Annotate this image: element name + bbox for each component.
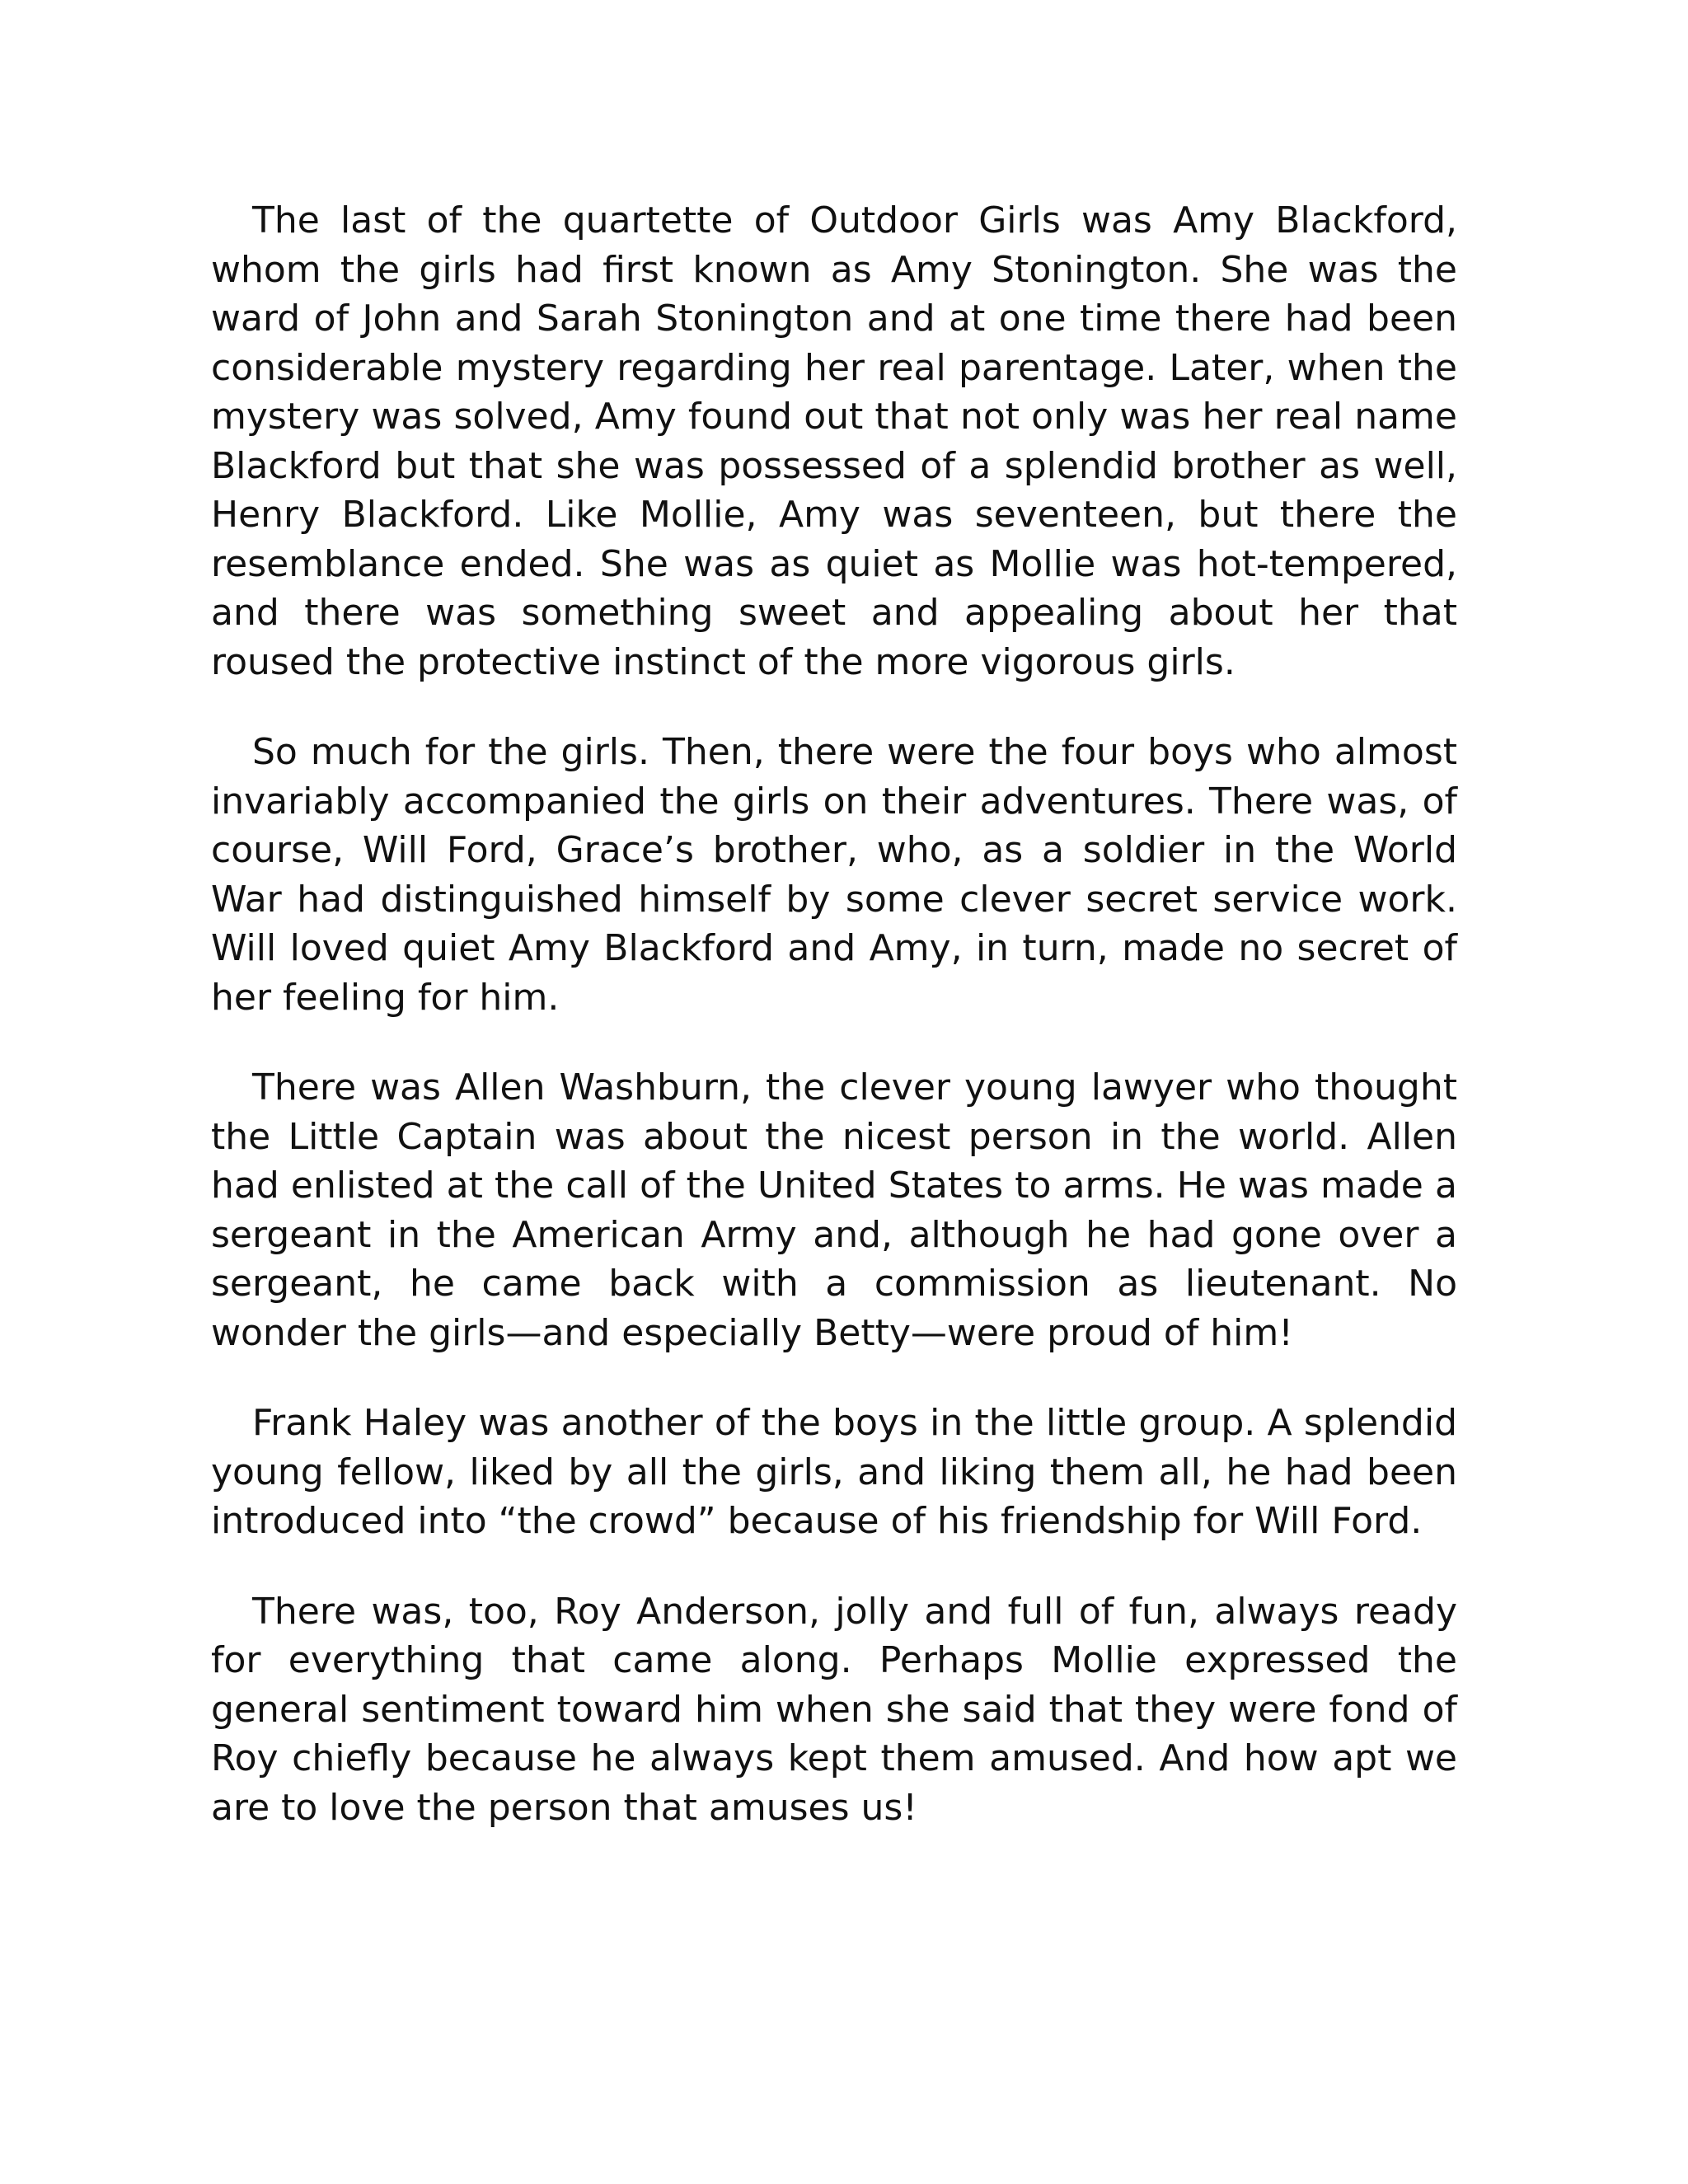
- body-text: [211, 196, 1457, 1832]
- paragraph-amy-blackford: The last of the quartette of Outdoor Girls was Amy Blackford, whom the girls had first known as Amy Stonington. She was the ward of John and Sarah Stonington and at one time there had been considerable mystery regarding her real parentage. Later, when the mystery was solved, Amy found out that not only was her real name Blackford but that she was possessed of a splendid brother as well, Henry Blackford. Like Mollie, Amy was seventeen, but there the resemblance ended. She was as quiet as Mollie was hot-tempered, and there was something sweet and appealing about her that roused the protective instinct of the more vigorous girls.: [211, 199, 1457, 683]
- paragraph-frank-haley: Frank Haley was another of the boys in the little group. A splendid young fellow, liked by all the girls, and liking them all, he had been introduced into “the crowd” because of his friendship for Will Ford.: [211, 1402, 1457, 1542]
- paragraph-allen-washburn: There was Allen Washburn, the clever young lawyer who thought the Little Captain was about the nicest person in the world. Allen had enlisted at the call of the United States to arms. He was made a sergeant in the American Army and, although he had gone over a sergeant, he came back with a commission as lieutenant. No wonder the girls—and especially Betty—were proud of him!: [211, 1066, 1457, 1354]
- paragraph-four-boys: So much for the girls. Then, there were the four boys who almost invariably accompanied the girls on their adventures. There was, of course, Will Ford, Grace’s brother, who, as a soldier in the World War had distinguished himself by some clever secret service work. Will loved quiet Amy Blackford and Amy, in turn, made no secret of her feeling for him.: [211, 731, 1457, 1019]
- paragraph-roy-anderson: There was, too, Roy Anderson, jolly and full of fun, always ready for everything that came along. Perhaps Mollie expressed the general sentiment toward him when she said that they were fond of Roy chiefly because he always kept them amused. And how apt we are to love the person that amuses us!: [211, 1590, 1457, 1829]
